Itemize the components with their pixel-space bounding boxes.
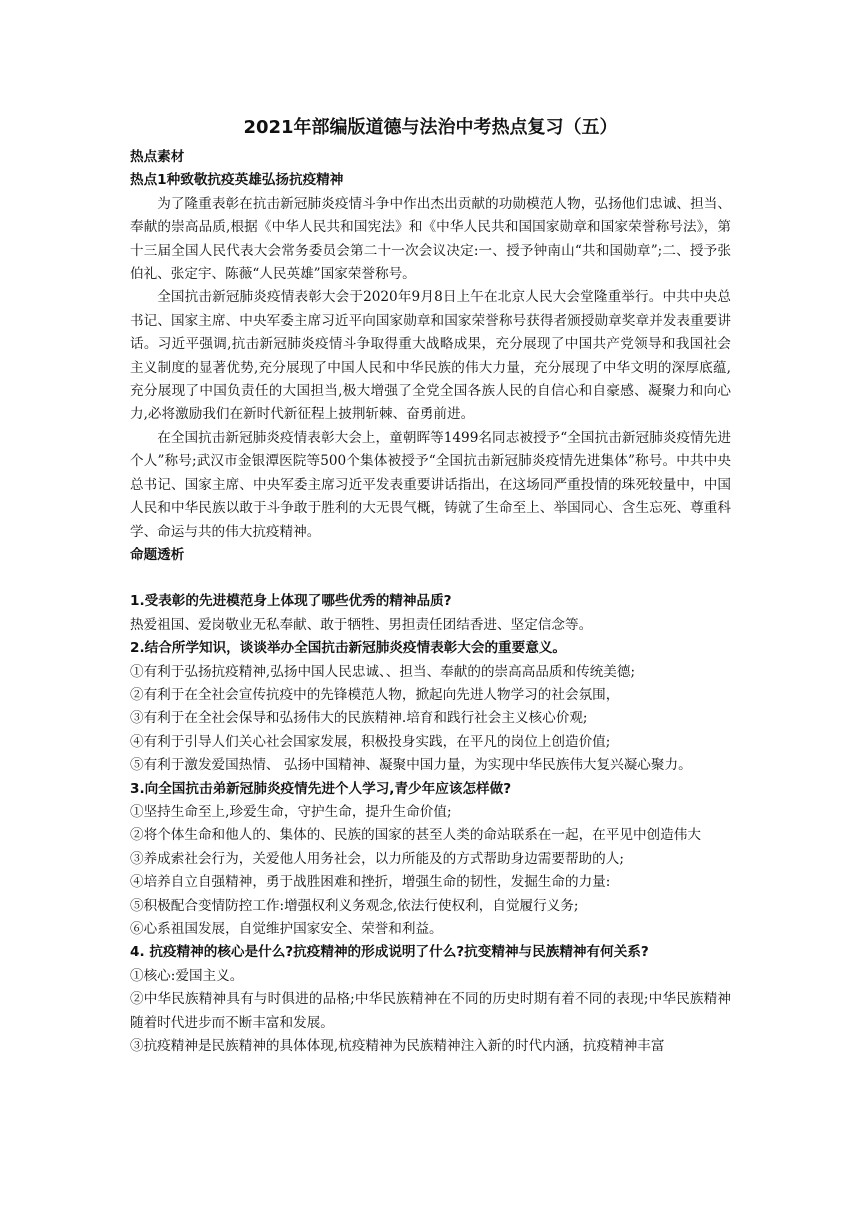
question-3: 3.向全国抗击弟新冠肺炎疫情先进个人学习,青少年应该怎样做? <box>130 780 512 797</box>
answer-line: ④培养自立自强精神，勇于战胜困难和挫折，增强生命的韧性，发掘生命的力量: <box>130 874 611 891</box>
answer-line: ②有利于在全社会宣传抗疫中的先锋模范人物，掀起向先进人物学习的社会氛围， <box>130 686 620 703</box>
document-page <box>130 114 731 1058</box>
answer-line: ⑤积极配合变情防控工作:增强权利义务观念,依法行使权利，自觉履行义务; <box>130 897 579 914</box>
answer-line: ①坚持生命至上,珍爱生命，守护生命，提升生命价值; <box>130 803 452 820</box>
answer-line: ③有利于在全社会保导和弘扬伟大的民族精神.培育和践行社会主义核心价观; <box>130 710 588 727</box>
answer-line: ①核心:爱国主义。 <box>130 967 244 984</box>
hot-topic-heading: 热点1种致敬抗疫英雄弘扬抗疫精神 <box>130 172 344 189</box>
material-paragraph: 为了隆重表彰在抗击新冠肺炎疫情斗争中作出杰出贡献的功勋模范人物，弘扬他们忠诚、担当、奉献的崇高品质,根据《中华人民共和国宪法》和《中华人民共和国国家勋章和国家荣誉称号法》，第十三届全国人民代表大会常务委员会第二十一次会议决定:一、授予钟南山“共和国勋章”;二、授予张伯礼、张定宇、陈薇“人民英雄”国家荣誉称号。 <box>130 195 731 283</box>
question-4: 4. 抗疫精神的核心是什么?抗疫精神的形成说明了什么?抗变精神与民族精神有何关系? <box>130 944 649 961</box>
question-1: 1.受表彰的先进模范身上体现了哪些优秀的精神品质? <box>130 593 452 610</box>
answer-line: ⑥心系祖国发展，自觉维护国家安全、荣誉和利益。 <box>130 921 443 937</box>
section-heading-material: 热点素材 <box>130 149 185 165</box>
document-title: 2021年部编版道德与法治中考热点复习（五） <box>243 117 618 138</box>
answer-line: 热爱祖国、爱岗敬业无私奉献、敢于牺牲、男担责任团结香进、坚定信念等。 <box>130 616 593 633</box>
answer-line: ②将个体生命和他人的、集体的、民族的国家的甚至人类的命站联系在一起，在平见中创造伟大 <box>130 827 701 844</box>
answer-line: ③养成索社会行为，关爱他人用务社会，以力所能及的方式帮助身边需要帮助的人; <box>130 850 624 867</box>
question-2: 2.结合所学知识，谈谈举办全国抗击新冠肺炎疫情表彰大会的重要意义。 <box>130 640 567 657</box>
section-heading-analysis: 命题透析 <box>130 546 185 563</box>
answer-line: ②中华民族精神具有与时俱进的品格;中华民族精神在不同的历史时期有着不同的表现;中华民族精神随着时代进步而不断丰富和发展。 <box>130 991 731 1031</box>
material-paragraph: 全国抗击新冠肺炎疫情表彰大会于2020年9月8日上午在北京人民大会堂隆重举行。中共中央总书记、国家主席、中央军委主席习近平向国家勋章和国家荣誉称号获得者颁授勋章奖章并发表重要讲话。习近平强调,抗击新冠肺炎疫情斗争取得重大战略成果，充分展现了中国共产党领导和我国社会主义制度的显著优势,充分展现了中国人民和中华民族的伟大力量，充分展现了中华文明的深厚底蕴,充分展现了中国负责任的大国担当,极大增强了全党全国各族人民的自信心和自豪感、凝聚力和向心力,必将激励我们在新时代新征程上披荆斩棘、奋勇前进。 <box>130 289 731 423</box>
answer-line: ⑤有利于激发爱国热情、 弘扬中国精神、凝聚中国力量，为实现中华民族伟大复兴凝心聚力。 <box>130 757 692 774</box>
answer-line: ①有利于弘扬抗疫精神,弘扬中国人民忠诚、、担当、奉献的的崇高高品质和传统美德; <box>130 663 636 680</box>
answer-line: ④有利于引导人们关心社会国家发展，积极投身实践，在平凡的岗位上创造价值; <box>130 733 611 750</box>
blank-line <box>130 567 731 590</box>
material-paragraph: 在全国抗击新冠肺炎疫情表彰大会上，童朝晖等1499名同志被授予“全国抗击新冠肺炎疫情先进个人”称号;武汉市金银潭医院等500个集体被授予“全国抗击新冠肺炎疫情先进集体”称号。中共中央总书记、国家主席、中央军委主席习近平发表重要讲话指出，在这场同严重投情的珠死较量中，中国人民和中华民族以敢于斗争敢于胜利的大无畏气概，铸就了生命至上、举国同心、含生忘死、尊重科学、命运与共的伟大抗疫精神。 <box>130 429 731 540</box>
answer-line: ③抗疫精神是民族精神的具体体现,杭疫精神为民族精神注入新的时代内涵，抗疫精神丰富 <box>130 1038 665 1055</box>
